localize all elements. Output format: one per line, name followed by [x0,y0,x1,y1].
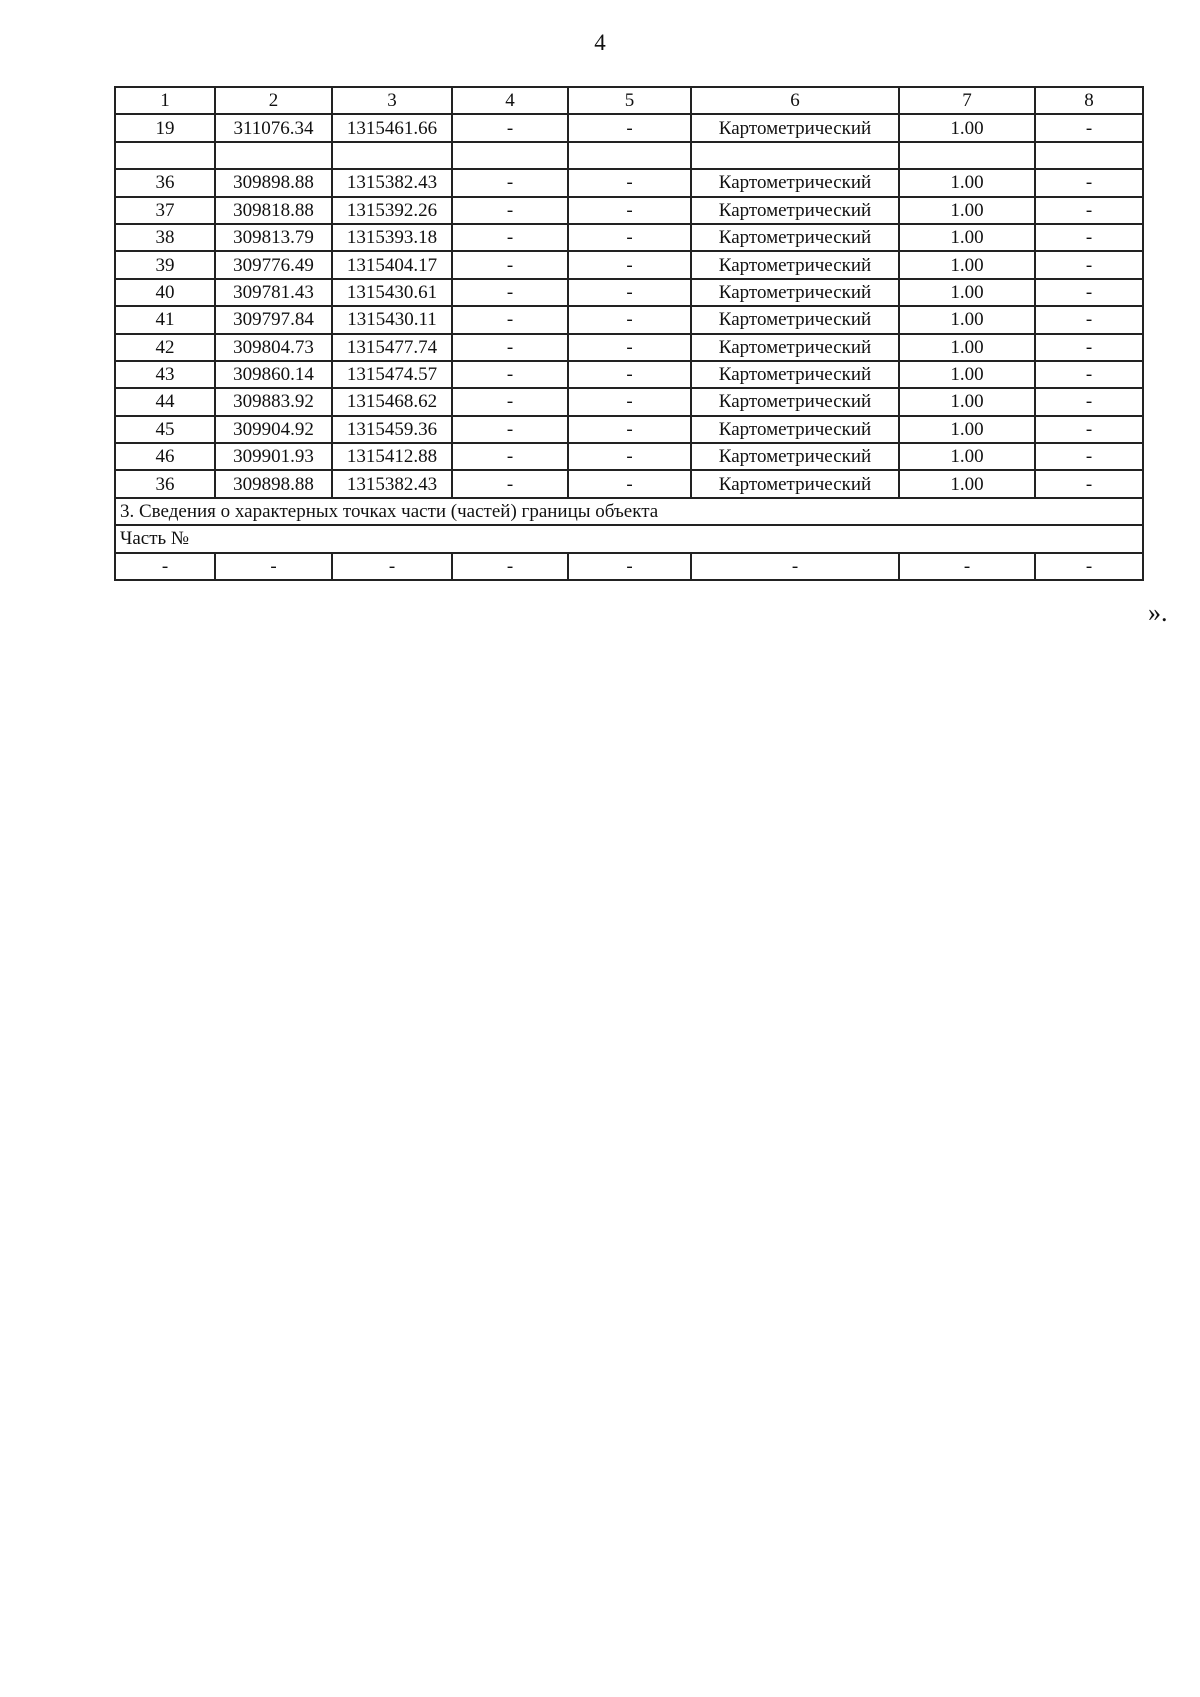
table-row [115,169,1143,196]
table-cell: 1 [115,87,215,114]
table-cell: 1315430.61 [332,279,452,306]
table-cell: 1.00 [899,416,1035,443]
table-cell [332,142,452,169]
table-cell: 44 [115,388,215,415]
table-row [115,114,1143,141]
table-cell: - [568,279,691,306]
table-cell: 39 [115,251,215,278]
table-cell: 1.00 [899,114,1035,141]
table-cell: 309898.88 [215,169,332,196]
table-cell: 309813.79 [215,224,332,251]
table-cell: - [568,114,691,141]
table-cell: - [568,416,691,443]
table-cell: 309776.49 [215,251,332,278]
table-cell: - [452,470,568,497]
table-cell: 1.00 [899,361,1035,388]
table-header-row [115,87,1143,114]
closing-quote-mark: ». [1148,598,1168,627]
table-cell [215,142,332,169]
table-cell: - [452,388,568,415]
table-cell: 309883.92 [215,388,332,415]
table-cell: Картометрический [691,197,899,224]
table-cell: 8 [1035,87,1143,114]
table-cell: - [568,388,691,415]
table-cell: 1315404.17 [332,251,452,278]
table-cell [899,142,1035,169]
table-cell: 36 [115,169,215,196]
table-cell: - [452,197,568,224]
table-cell: 309804.73 [215,334,332,361]
table-cell: - [1035,470,1143,497]
table-cell: - [1035,114,1143,141]
table-cell: 1315468.62 [332,388,452,415]
table-cell: - [568,334,691,361]
table-cell: 1.00 [899,470,1035,497]
table-cell: 6 [691,87,899,114]
table-cell: 311076.34 [215,114,332,141]
table-cell: 4 [452,87,568,114]
page-number: 4 [594,30,606,55]
table-cell: 1315412.88 [332,443,452,470]
table-cell: - [115,553,215,580]
table-cell: 1315430.11 [332,306,452,333]
table-cell: 46 [115,443,215,470]
table-row [115,279,1143,306]
table-cell: - [1035,361,1143,388]
table-cell: 1315382.43 [332,470,452,497]
table-row [115,251,1143,278]
table-cell: - [1035,279,1143,306]
table-cell: Картометрический [691,470,899,497]
table-cell: - [452,251,568,278]
table-cell: - [452,114,568,141]
table-cell: - [452,169,568,196]
section-title-row-text: 3. Сведения о характерных точках части (частей) границы объекта [115,498,1143,525]
table-row [115,142,1143,169]
table-cell: - [1035,251,1143,278]
table-cell: - [452,443,568,470]
table-cell: 7 [899,87,1035,114]
table-cell: - [452,334,568,361]
table-cell: 1.00 [899,279,1035,306]
table-cell: 41 [115,306,215,333]
table-row [115,197,1143,224]
table-cell: 309781.43 [215,279,332,306]
table-cell: 38 [115,224,215,251]
table-row [115,361,1143,388]
table-cell: 1315474.57 [332,361,452,388]
table-cell: 309904.92 [215,416,332,443]
table-cell: 19 [115,114,215,141]
table-cell: - [452,553,568,580]
table-cell: - [452,361,568,388]
table-cell: 309818.88 [215,197,332,224]
table-cell: Картометрический [691,416,899,443]
table-cell: - [1035,443,1143,470]
table-cell: 42 [115,334,215,361]
table-cell: - [899,553,1035,580]
table-row [115,443,1143,470]
table-cell: - [1035,197,1143,224]
table-row [115,224,1143,251]
table-cell: 1.00 [899,197,1035,224]
table-cell [1035,142,1143,169]
table-cell: 40 [115,279,215,306]
section-title-row [115,498,1143,525]
table-cell: 1.00 [899,334,1035,361]
table-cell: - [1035,416,1143,443]
table-cell: Картометрический [691,169,899,196]
table-cell: 3 [332,87,452,114]
table-cell [568,142,691,169]
table-cell: - [215,553,332,580]
table-cell: - [452,416,568,443]
table-cell: 1.00 [899,443,1035,470]
table-cell: Картометрический [691,443,899,470]
table-cell: Картометрический [691,114,899,141]
table-cell: 1315392.26 [332,197,452,224]
table-cell: 1315461.66 [332,114,452,141]
table-cell: 1.00 [899,169,1035,196]
table-cell: - [568,251,691,278]
table-cell: - [1035,224,1143,251]
table-cell: - [1035,334,1143,361]
table-row [115,388,1143,415]
table-cell: 309898.88 [215,470,332,497]
table-cell: 1.00 [899,388,1035,415]
table-cell: - [568,443,691,470]
table-cell: - [568,553,691,580]
table-cell: - [452,224,568,251]
table-cell: 1.00 [899,306,1035,333]
table-cell: 309901.93 [215,443,332,470]
table-cell: - [568,306,691,333]
table-cell: 2 [215,87,332,114]
table-cell [691,142,899,169]
table-row [115,553,1143,580]
table-cell: - [1035,553,1143,580]
table-cell: - [1035,388,1143,415]
table-row [115,470,1143,497]
table-cell: Картометрический [691,388,899,415]
table-cell [115,142,215,169]
table-cell: - [568,361,691,388]
part-label-row-text: Часть № [115,525,1143,552]
table-cell: 37 [115,197,215,224]
table-cell: Картометрический [691,224,899,251]
table-cell: - [452,279,568,306]
table-cell: 309797.84 [215,306,332,333]
table-cell: 309860.14 [215,361,332,388]
table-cell: 1.00 [899,224,1035,251]
part-label-row [115,525,1143,552]
table-cell: 43 [115,361,215,388]
table-cell: - [452,306,568,333]
table-cell: 1.00 [899,251,1035,278]
table-cell: - [568,224,691,251]
table-cell: - [691,553,899,580]
table-cell: 36 [115,470,215,497]
table-cell: Картометрический [691,361,899,388]
table-cell: - [568,197,691,224]
table-cell: Картометрический [691,251,899,278]
table-cell: - [332,553,452,580]
table-cell: 1315393.18 [332,224,452,251]
table-row [115,334,1143,361]
table-cell: Картометрический [691,306,899,333]
table-cell: 45 [115,416,215,443]
table-cell: 1315382.43 [332,169,452,196]
table-cell: - [1035,306,1143,333]
table-row [115,306,1143,333]
table-cell: Картометрический [691,334,899,361]
table-cell: 1315459.36 [332,416,452,443]
table-cell: 1315477.74 [332,334,452,361]
coordinates-table [114,86,1144,581]
table-row [115,416,1143,443]
table-cell: 5 [568,87,691,114]
table-cell [452,142,568,169]
table-cell: - [568,470,691,497]
table-cell: - [1035,169,1143,196]
table-cell: Картометрический [691,279,899,306]
table-cell: - [568,169,691,196]
